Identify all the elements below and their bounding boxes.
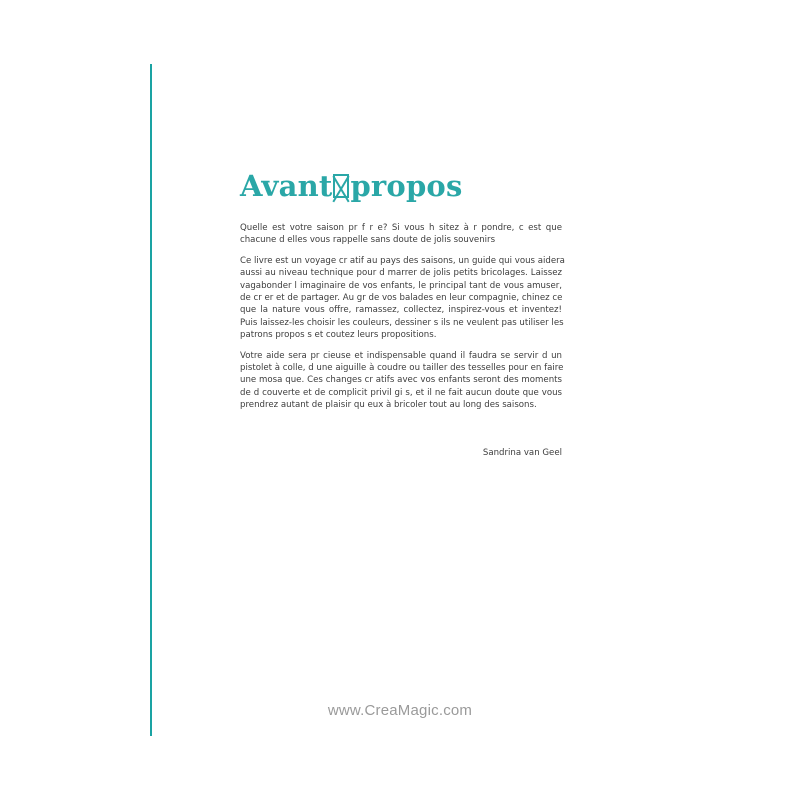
paragraph-1 xyxy=(240,222,562,247)
text-line: Puis laissez-les choisir les couleurs, dessiner s ils ne veulent pas utiliser les xyxy=(240,317,564,328)
text-line: Quelle est votre saison pr f r e? Si vous h sitez à r pondre, c est que xyxy=(240,223,562,233)
text-line: que la nature vous offre, ramassez, collectez, inspirez-vous et inventez! xyxy=(240,305,562,316)
text-line: Ce livre est un voyage cr atif au pays des saisons, un guide qui vous aidera xyxy=(240,255,565,266)
title-word-propos: propos xyxy=(350,169,463,203)
author-signature: Sandrina van Geel xyxy=(482,448,562,458)
text-line: vagabonder l imaginaire de vos enfants, le principal tant de vous amuser, xyxy=(240,280,562,291)
page-title xyxy=(240,166,463,206)
title-word-avant: Avant xyxy=(240,169,333,203)
paragraph-3 xyxy=(240,350,562,412)
missing-glyph-icon xyxy=(333,174,349,198)
text-line: de cr er et de partager. Au gr de vos balades en leur compagnie, chinez ce xyxy=(240,293,563,304)
text-line: patrons propos s et coutez leurs propositions. xyxy=(240,330,437,341)
foreword-body xyxy=(240,222,565,420)
text-line: Votre aide sera pr cieuse et indispensable quand il faudra se servir d un xyxy=(240,350,562,361)
text-line: aussi au niveau technique pour d marrer de jolis petits bricolages. Laissez xyxy=(240,268,562,279)
text-line: de d couverte et de complicit privil gi s, et il ne fait aucun doute que vous xyxy=(240,387,562,398)
text-line: une mosa que. Ces changes cr atifs avec vos enfants seront des moments xyxy=(240,375,562,386)
text-line: prendrez autant de plaisir qu eux à bricoler tout au long des saisons. xyxy=(240,400,537,411)
watermark: www.CreaMagic.com xyxy=(327,702,473,719)
page-margin-rule xyxy=(150,64,152,736)
paragraph-2 xyxy=(240,255,565,342)
text-line: chacune d elles vous rappelle sans doute de jolis souvenirs xyxy=(240,235,496,246)
text-line: pistolet à colle, d une aiguille à coudre ou tailler des tesselles pour en faire xyxy=(240,363,564,374)
